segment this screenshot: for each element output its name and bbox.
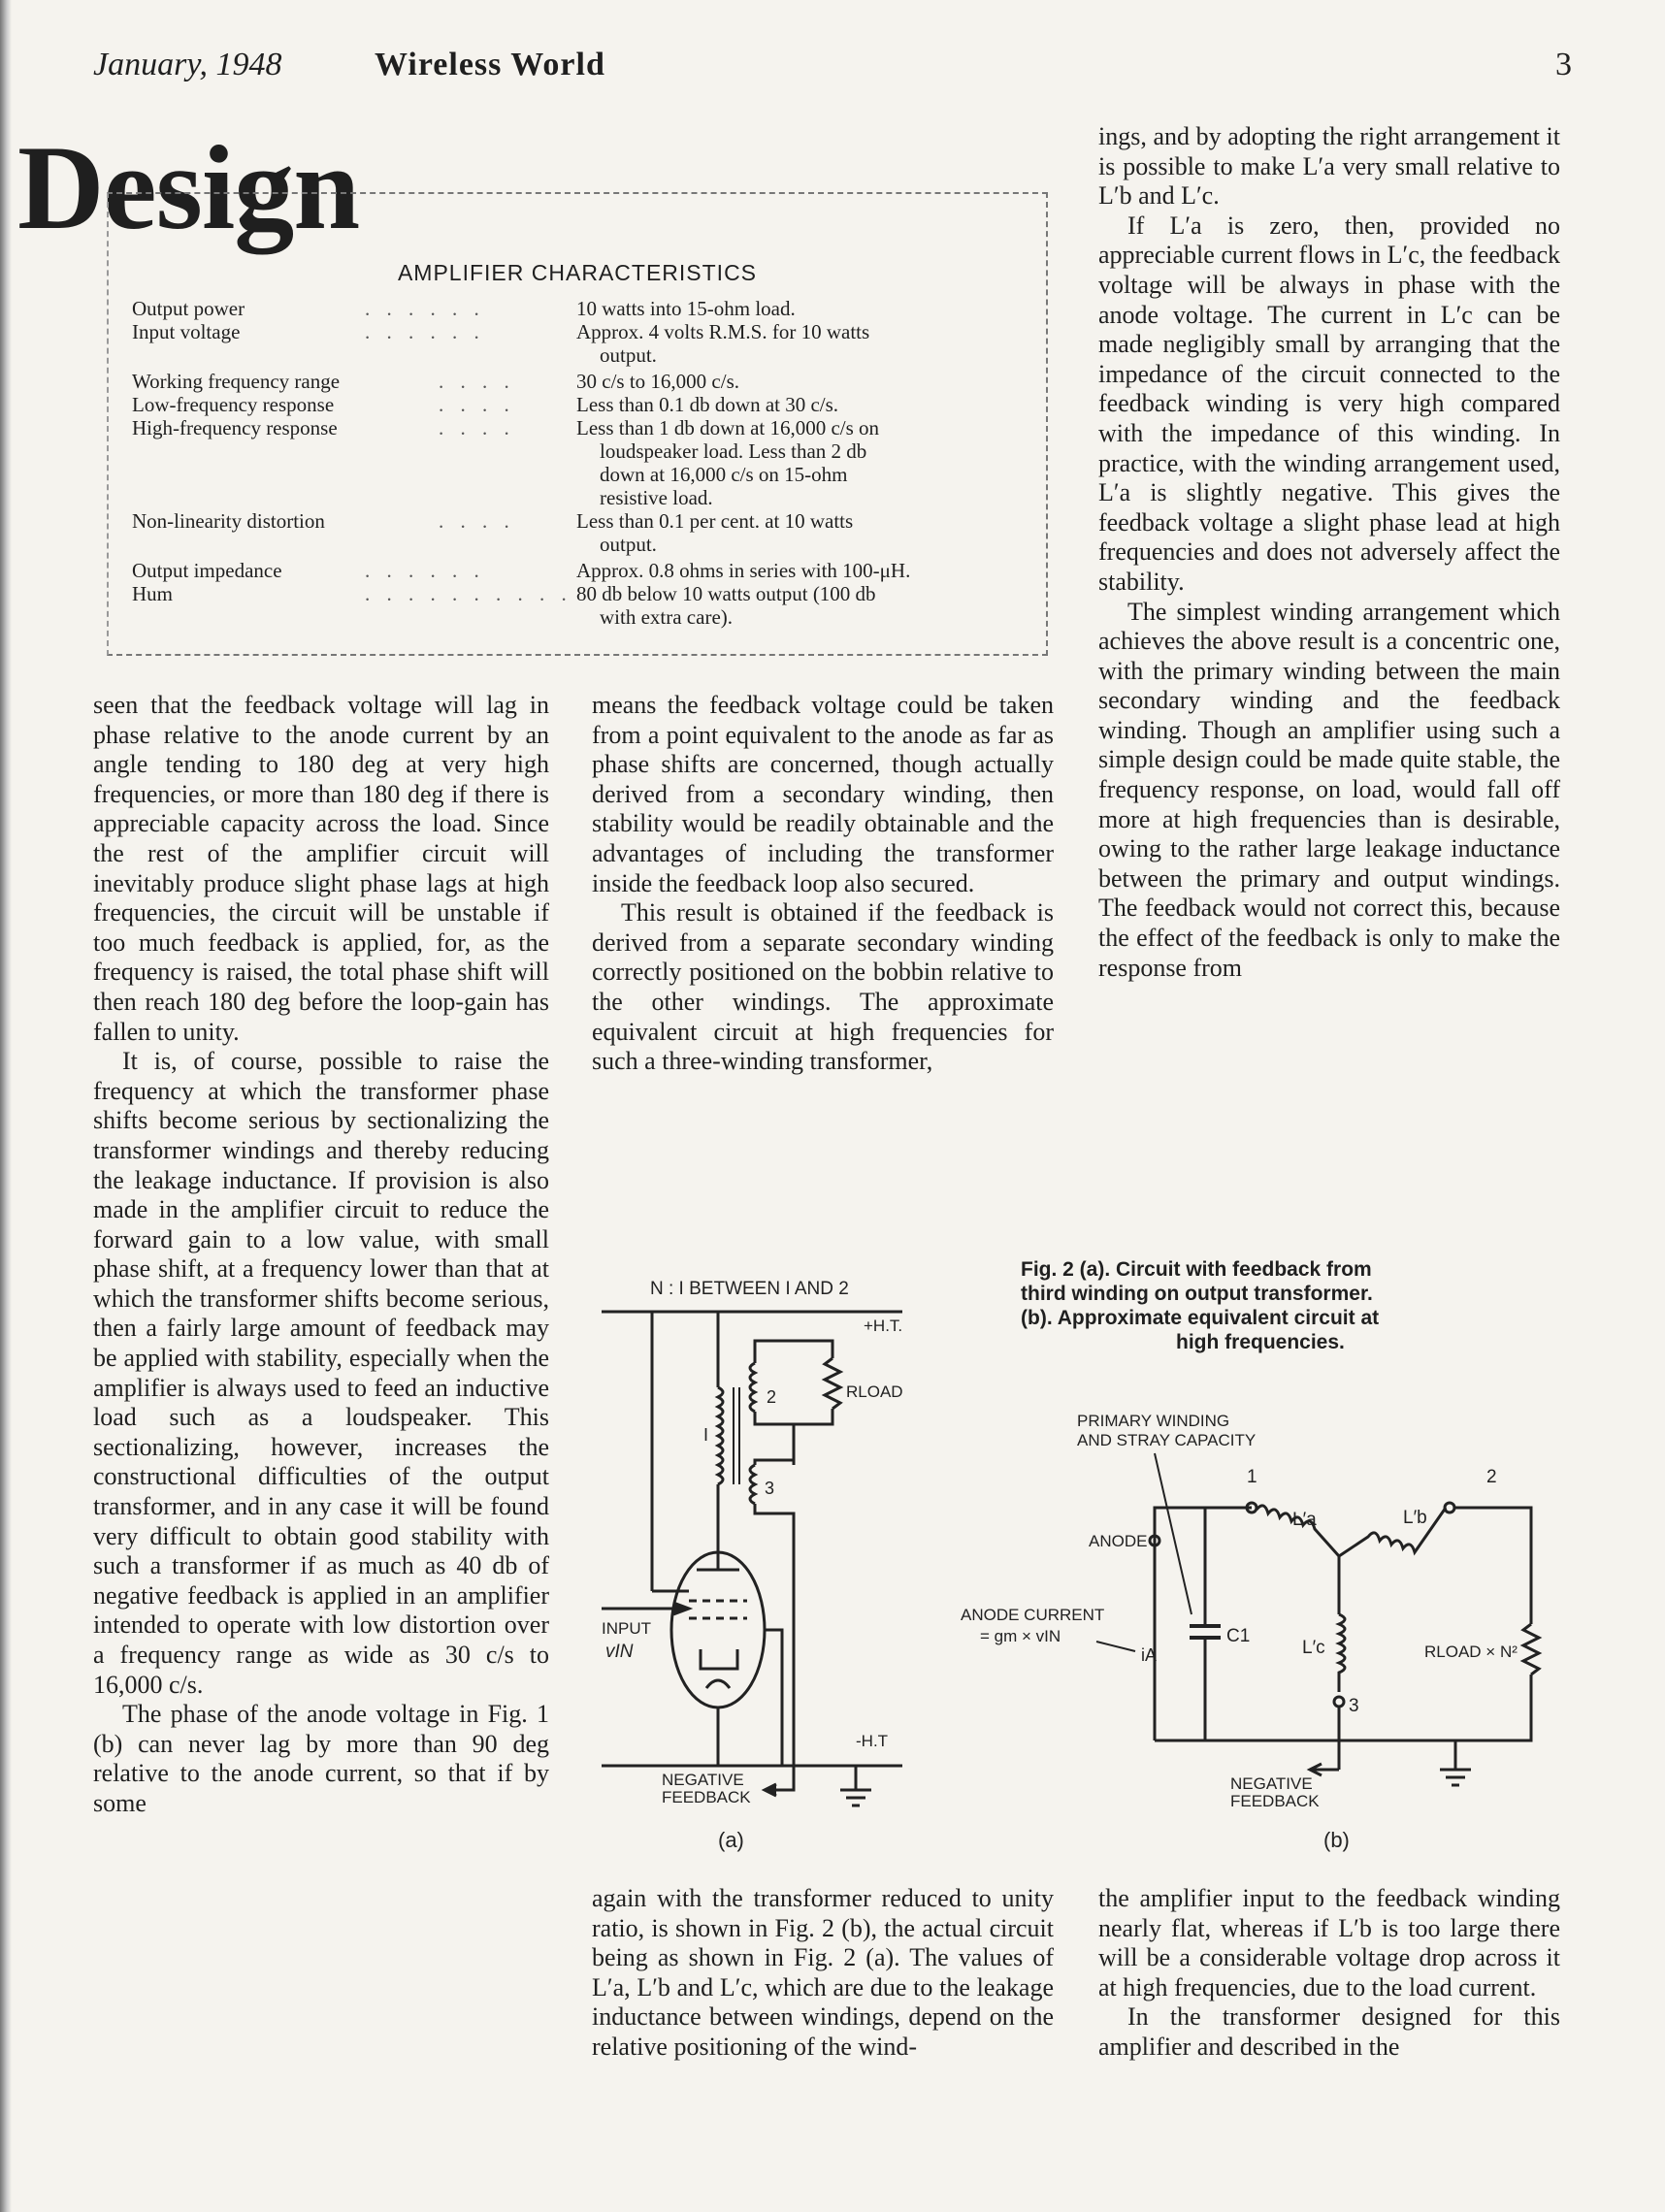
characteristics-label: Working frequency range	[132, 370, 341, 393]
characteristics-value: 80 db below 10 watts output (100 db	[576, 582, 876, 605]
fig-b-primary-1: PRIMARY WINDING	[1077, 1412, 1230, 1430]
wire	[755, 1341, 832, 1363]
characteristics-label: Non-linearity distortion	[132, 509, 325, 533]
caption-line: (b). Approximate equivalent circuit at	[1021, 1307, 1380, 1329]
caption-line: high frequencies.	[1176, 1331, 1345, 1353]
header-magazine-title: Wireless World	[375, 47, 605, 82]
page-header	[93, 47, 1572, 93]
leader-dots: . . . .	[439, 370, 515, 393]
body-paragraph: again with the transformer reduced to unity ratio, is shown in Fig. 2 (b), the actual circuit being as shown in Fig. 2 (a). The values of L′a, L′b and L′c, which are due to the leakage inductance between windings, depend on the relative positioning of the wind-	[592, 1884, 1054, 2061]
leader-dots: . . . .	[439, 393, 515, 416]
figure-2b-equivalent-circuit	[951, 1401, 1572, 1857]
fig-b-neg-feedback-1: NEGATIVE	[1230, 1774, 1313, 1793]
wire	[1358, 1675, 1531, 1740]
fig-b-current-2: = gm × vIN	[980, 1627, 1061, 1645]
fig-b-primary-2: AND STRAY CAPACITY	[1077, 1431, 1257, 1449]
characteristics-label: Hum	[132, 582, 173, 605]
characteristics-value: output.	[600, 343, 657, 367]
text-column-right-bottom	[1098, 1884, 1560, 2063]
fig-a-input: INPUT	[602, 1619, 651, 1638]
wire	[755, 1460, 794, 1465]
fig-b-lb: L′b	[1403, 1508, 1427, 1528]
fig-b-node-1: 1	[1247, 1467, 1257, 1487]
fig-a-winding-1: I	[703, 1425, 709, 1445]
fig-a-winding-2: 2	[767, 1387, 777, 1407]
wire	[1454, 1508, 1531, 1624]
leader-dots: . . . . . .	[365, 559, 485, 582]
wire	[755, 1504, 794, 1766]
valve-heater	[706, 1680, 730, 1688]
characteristics-value: Less than 0.1 per cent. at 10 watts	[576, 509, 854, 533]
characteristics-value: 10 watts into 15-ohm load.	[576, 297, 796, 320]
fig-b-node-3: 3	[1349, 1696, 1359, 1716]
wire	[765, 1630, 782, 1766]
load-resistor	[825, 1358, 840, 1409]
ground-icon	[840, 1790, 871, 1805]
fig-b-node-2: 2	[1486, 1467, 1497, 1487]
leader-dots: . . . . . .	[365, 320, 485, 343]
feedback-arrow	[1310, 1764, 1339, 1775]
fig-a-rload: RLOAD	[846, 1382, 903, 1401]
body-paragraph: the amplifier input to the feedback winding nearly flat, whereas if L′b is too large there will be a considerable voltage drop across it at high frequencies, due to the load current.	[1098, 1884, 1560, 2001]
text-column-left	[93, 691, 549, 1819]
characteristics-value: Approx. 0.8 ohms in series with 100-μH.	[576, 559, 911, 582]
characteristics-value: Less than 1 db down at 16,000 c/s on	[576, 416, 880, 439]
fig-b-label: (b)	[1323, 1828, 1350, 1852]
secondary-winding-coil	[750, 1363, 755, 1412]
figure-2a-circuit	[592, 1261, 922, 1863]
page-binding-edge	[0, 0, 12, 2212]
ground-icon	[1440, 1770, 1471, 1785]
body-paragraph: ings, and by adopting the right arrangement it is possible to make L′a very small relative to L′b and L′c.	[1098, 122, 1560, 211]
current-arrow	[1096, 1642, 1135, 1651]
fig-b-c1: C1	[1226, 1626, 1251, 1646]
leader-dots: . . . .	[439, 416, 515, 439]
node-2-terminal	[1445, 1503, 1454, 1513]
node-3-terminal	[1334, 1697, 1344, 1707]
primary-pointer	[1155, 1453, 1192, 1614]
fig-b-ia: iA	[1141, 1645, 1158, 1665]
wire	[755, 1409, 832, 1424]
feedback-arrow	[765, 1784, 776, 1796]
caption-line: Fig. 2 (a). Circuit with feedback from	[1021, 1258, 1372, 1281]
body-paragraph: seen that the feedback voltage will lag in phase relative to the anode current by an angle tending to 180 deg at very high frequencies, or more than 180 deg if there is appreciable capacity across the load. Since the rest of the amplifier circuit will inevitably produce slight phase lags at high frequencies, the circuit will be unstable if too much feedback is applied, for, as the frequency is raised, the total phase shift will then reach 180 deg before the loop-gain has fallen to unity.	[93, 691, 549, 1046]
body-paragraph: If L′a is zero, then, provided no appreciable current flows in L′c, the feedback voltage will be always in phase with the anode voltage. The current in L′c can be made negligibly small by arranging that the impedance of the circuit connected to the feedback winding is very high compared with the impedance of this winding. In practice, with the winding arrangement used, L′a is slightly negative. This gives the feedback voltage a slight phase lead at high frequencies and does not adversely affect the stability.	[1098, 211, 1560, 596]
fig-b-current-1: ANODE CURRENT	[961, 1606, 1105, 1624]
characteristics-value: Less than 0.1 db down at 30 c/s.	[576, 393, 839, 416]
fig-a-ht-minus: -H.T	[856, 1732, 889, 1750]
characteristics-label: Output power	[132, 297, 245, 320]
fig-b-la: L′a	[1292, 1510, 1317, 1530]
load-resistor-b	[1523, 1624, 1539, 1675]
body-paragraph: In the transformer designed for this amplifier and described in the	[1098, 2002, 1560, 2061]
fig-b-lc: L′c	[1302, 1638, 1325, 1658]
body-paragraph: means the feedback voltage could be taken from a point equivalent to the anode as far as phase shifts are concerned, though actually derived from a secondary winding, then stability would be readily obtainable and the advantages of including the transformer inside the feedback loop also secured.	[592, 691, 1054, 897]
characteristics-value: with extra care).	[600, 605, 734, 629]
fig-a-winding-3: 3	[765, 1479, 775, 1498]
input-arrow	[673, 1603, 689, 1614]
body-paragraph: This result is obtained if the feedback is derived from a separate secondary winding correctly positioned on the bobbin relative to the other windings. The approximate equivalent circuit at high frequencies for such a three-winding transformer,	[592, 898, 1054, 1076]
fig-a-label: (a)	[718, 1828, 744, 1852]
valve-envelope	[671, 1552, 765, 1708]
caption-line: third winding on output transformer.	[1021, 1283, 1373, 1305]
fig-b-anode: ANODE	[1089, 1532, 1148, 1550]
fig-a-neg-feedback-1: NEGATIVE	[662, 1771, 744, 1789]
inductor-lc	[1339, 1614, 1345, 1692]
characteristics-title: AMPLIFIER CHARACTERISTICS	[397, 260, 758, 285]
characteristics-label: Input voltage	[132, 320, 241, 343]
characteristics-value: Approx. 4 volts R.M.S. for 10 watts	[576, 320, 870, 343]
characteristics-value: 30 c/s to 16,000 c/s.	[576, 370, 739, 393]
valve-cathode	[701, 1649, 737, 1669]
fig-a-neg-feedback-2: FEEDBACK	[662, 1788, 751, 1806]
characteristics-value: output.	[600, 533, 657, 556]
leader-dots: . . . .	[439, 509, 515, 533]
text-column-right	[1098, 122, 1560, 983]
characteristics-label: Output impedance	[132, 559, 282, 582]
body-paragraph: The simplest winding arrangement which achieves the above result is a concentric one, with the primary winding between the main secondary winding and the feedback winding. Though an amplifier using such a simple design could be made quite stable, the frequency response, on load, would fall off more at high frequencies than is desirable, owing to the rather large leakage inductance between the primary and output windings. The feedback would not correct this, because the effect of the feedback is only to make the response from	[1098, 597, 1560, 982]
leader-dots: . . . . . .	[365, 297, 485, 320]
text-column-middle	[592, 691, 1054, 1077]
header-page-number: 3	[1555, 47, 1572, 82]
fig-a-vin: vIN	[605, 1642, 634, 1662]
body-paragraph: The phase of the anode voltage in Fig. 1 (b) can never lag by more than 90 deg relative to the anode current, so that if by some	[93, 1700, 549, 1817]
characteristics-value: resistive load.	[600, 486, 713, 509]
body-paragraph: It is, of course, possible to raise the frequency at which the transformer phase shifts become serious by sectionalizing the transformer windings and thereby reducing the leakage inductance. If provision is also made in the amplifier circuit to reduce the forward gain to a low value, with small phase shift, at a frequency lower than that at which the transformer shifts become serious, then a fairly large amount of feedback may be applied with stability, especially when the amplifier is always used to feed an inductive load such as a loudspeaker. This sectionalizing, however, increases the constructional difficulties of the output transformer, and in any case it will be found very difficult to obtain good stability with such a transformer if as much as 40 db of negative feedback is applied in an amplifier intended to operate with low distortion over a frequency range as wide as 30 c/s to 16,000 c/s.	[93, 1047, 549, 1699]
header-date: January, 1948	[93, 47, 282, 82]
fig-b-rload: RLOAD × N²	[1424, 1643, 1518, 1661]
fig-a-ht-plus: +H.T.	[864, 1317, 903, 1335]
fig-b-neg-feedback-2: FEEDBACK	[1230, 1792, 1320, 1810]
characteristics-label: High-frequency response	[132, 416, 338, 439]
figure-caption	[1021, 1257, 1545, 1354]
leader-dots: . . . . . . . . . .	[365, 582, 572, 605]
characteristics-value: down at 16,000 c/s on 15-ohm	[600, 463, 848, 486]
primary-winding-coil	[718, 1387, 723, 1484]
fig-a-ratio-label: N : I BETWEEN I AND 2	[650, 1279, 849, 1299]
feedback-winding-coil	[750, 1465, 755, 1504]
inductor-lb	[1339, 1508, 1446, 1556]
characteristics-value: loudspeaker load. Less than 2 db	[600, 439, 867, 463]
headline: Design	[17, 121, 360, 254]
text-column-middle-bottom	[592, 1884, 1054, 2063]
characteristics-label: Low-frequency response	[132, 393, 335, 416]
